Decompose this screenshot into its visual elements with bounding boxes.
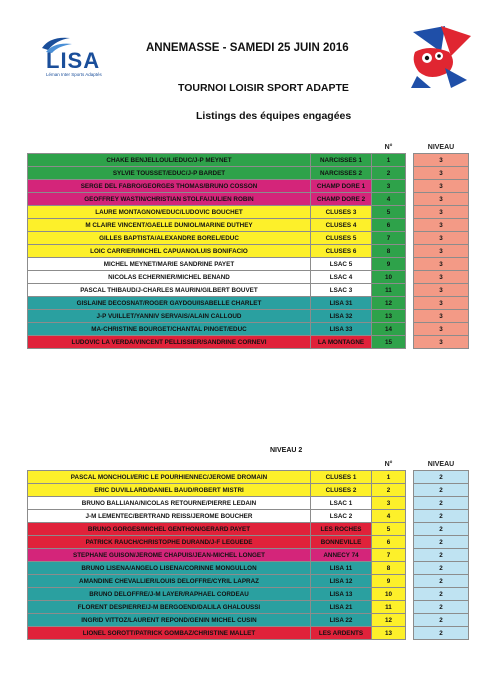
team-names-cell: BRUNO BALLIANA/NICOLAS RETOURNE/PIERRE LEDAIN [28,497,311,510]
table-row [28,193,469,206]
team-names-cell: MICHEL MEYNET/MARIE SANDRINE PAYET [28,258,311,271]
team-number-cell: 10 [372,588,406,601]
team-number-cell: 11 [372,284,406,297]
col-level-header: NIVEAU [427,461,455,468]
table-row [28,614,469,627]
table-row [28,271,469,284]
team-level-cell: 3 [414,219,469,232]
team-number-cell: 3 [372,497,406,510]
team-level-cell: 2 [414,484,469,497]
team-names-cell: LAURE MONTAGNON/EDUC/LUDOVIC BOUCHET [28,206,311,219]
team-number-cell: 13 [372,310,406,323]
table-row [28,180,469,193]
teams-table-level3 [27,142,469,349]
table-header-row [28,142,469,154]
team-number-cell: 12 [372,297,406,310]
lisa-logo [38,34,138,80]
col-level-header: NIVEAU [427,144,455,151]
team-level-cell: 2 [414,471,469,484]
team-names-cell: STEPHANE GUISON/JEROME CHAPUIS/JEAN-MICHEL LONGET [28,549,311,562]
team-number-cell: 9 [372,258,406,271]
club-cell: CLUSES 4 [311,219,372,232]
team-level-cell: 2 [414,562,469,575]
table-row [28,167,469,180]
table-row [28,588,469,601]
club-cell: BONNEVILLE [311,536,372,549]
team-names-cell: BRUNO GORGES/MICHEL GENTHON/GERARD PAYET [28,523,311,536]
club-cell: LSAC 1 [311,497,372,510]
table-row [28,523,469,536]
club-cell: ANNECY 74 [311,549,372,562]
table-row [28,310,469,323]
team-number-cell: 12 [372,614,406,627]
team-level-cell: 3 [414,180,469,193]
team-names-cell: LOIC CARRIER/MICHEL CAPUANO/LUIS BONIFACIO [28,245,311,258]
club-cell: CLUSES 6 [311,245,372,258]
club-cell: CLUSES 3 [311,206,372,219]
table-row [28,258,469,271]
table-row [28,284,469,297]
team-level-cell: 3 [414,258,469,271]
team-names-cell: MA-CHRISTINE BOURGET/CHANTAL PINGET/EDUC [28,323,311,336]
team-names-cell: NICOLAS ECHERNIER/MICHEL BENAND [28,271,311,284]
club-cell: LISA 31 [311,297,372,310]
team-names-cell: CHAKE BENJELLOUL/EDUC/J-P MEYNET [28,154,311,167]
team-names-cell: PASCAL THIBAUD/J-CHARLES MAURIN/GILBERT BOUVET [28,284,311,297]
club-cell: LISA 22 [311,614,372,627]
team-level-cell: 3 [414,167,469,180]
team-names-cell: SERGE DEL FABRO/GEORGES THOMAS/BRUNO COSSON [28,180,311,193]
page-title: TOURNOI LOISIR SPORT ADAPTE [178,82,349,94]
club-cell: LES ARDENTS [311,627,372,640]
team-number-cell: 15 [372,336,406,349]
club-cell: CLUSES 5 [311,232,372,245]
team-names-cell: LIONEL SOROTT/PATRICK GOMBAZ/CHRISTINE MALLET [28,627,311,640]
team-level-cell: 3 [414,271,469,284]
team-names-cell: PASCAL MONCHOLI/ERIC LE POURHIENNEC/JEROME DROMAIN [28,471,311,484]
team-names-cell: J-P VUILLET/YANNIV SERVAIS/ALAIN CALLOUD [28,310,311,323]
team-level-cell: 2 [414,614,469,627]
club-cell: LISA 21 [311,601,372,614]
team-level-cell: 3 [414,297,469,310]
team-number-cell: 5 [372,206,406,219]
table-row [28,232,469,245]
team-names-cell: M CLAIRE VINCENT/GAELLE DUNIOL/MARINE DUTHEY [28,219,311,232]
club-cell: LSAC 5 [311,258,372,271]
section-title-level2: NIVEAU 2 [270,447,303,454]
club-cell: LISA 13 [311,588,372,601]
table-row [28,206,469,219]
club-cell: CHAMP DORE 1 [311,180,372,193]
team-level-cell: 3 [414,154,469,167]
team-level-cell: 2 [414,523,469,536]
col-num-header: N° [384,144,393,151]
team-names-cell: GISLAINE DECOSNAT/ROGER GAYDOU/ISABELLE CHARLET [28,297,311,310]
team-names-cell: INGRID VITTOZ/LAURENT REPOND/GENIN MICHEL CUSIN [28,614,311,627]
team-level-cell: 2 [414,549,469,562]
club-cell: NARCISSES 2 [311,167,372,180]
club-cell: NARCISSES 1 [311,154,372,167]
team-number-cell: 8 [372,245,406,258]
logo-tagline: Léman Inter Sports Adaptés [46,72,102,77]
club-cell: CLUSES 1 [311,471,372,484]
table-header-row [28,459,469,471]
team-number-cell: 14 [372,323,406,336]
team-number-cell: 9 [372,575,406,588]
team-number-cell: 8 [372,562,406,575]
table-row [28,219,469,232]
team-level-cell: 3 [414,284,469,297]
col-num-header: N° [384,461,393,468]
team-names-cell: BRUNO DELOFFRE/J-M LAYER/RAPHAEL CORDEAU [28,588,311,601]
team-level-cell: 2 [414,497,469,510]
team-names-cell: SYLVIE TOUSSET/EDUC/J-P BARDET [28,167,311,180]
club-cell: LSAC 4 [311,271,372,284]
team-names-cell: GEOFFREY WASTIN/CHRISTIAN STOLFA/JULIEN ROBIN [28,193,311,206]
team-names-cell: LUDOVIC LA VERDA/VINCENT PELLISSIER/SANDRINE CORNEVI [28,336,311,349]
team-names-cell: BRUNO LISENA/ANGELO LISENA/CORINNE MONGULLON [28,562,311,575]
team-level-cell: 3 [414,336,469,349]
team-level-cell: 3 [414,206,469,219]
table-row [28,484,469,497]
club-cell: LISA 33 [311,323,372,336]
team-number-cell: 7 [372,232,406,245]
table-row [28,575,469,588]
club-cell: LISA 11 [311,562,372,575]
team-number-cell: 1 [372,471,406,484]
team-level-cell: 2 [414,601,469,614]
team-number-cell: 2 [372,167,406,180]
team-level-cell: 2 [414,588,469,601]
table-row [28,336,469,349]
team-number-cell: 6 [372,219,406,232]
club-cell: LES ROCHES [311,523,372,536]
team-number-cell: 1 [372,154,406,167]
team-number-cell: 7 [372,549,406,562]
team-level-cell: 3 [414,193,469,206]
table-row [28,549,469,562]
table-row [28,536,469,549]
team-number-cell: 2 [372,484,406,497]
table-row [28,497,469,510]
team-number-cell: 10 [372,271,406,284]
table-row [28,601,469,614]
logo-name: LISA [46,48,101,73]
team-number-cell: 13 [372,627,406,640]
team-names-cell: GILLES BAPTISTA/ALEXANDRE BOREL/EDUC [28,232,311,245]
team-names-cell: J-M LEMENTEC/BERTRAND REISS/JEROME BOUCHER [28,510,311,523]
table-row [28,627,469,640]
table-row [28,471,469,484]
team-level-cell: 2 [414,627,469,640]
team-number-cell: 11 [372,601,406,614]
team-names-cell: PATRICK RAUCH/CHRISTOPHE DURAND/J-F LEGUEDE [28,536,311,549]
table-row [28,297,469,310]
page-subtitle: Listings des équipes engagées [196,110,352,122]
table-row [28,562,469,575]
table-row [28,323,469,336]
club-cell: LISA 32 [311,310,372,323]
table-row [28,154,469,167]
table-row [28,245,469,258]
sport-adapte-emblem-icon [405,22,475,92]
team-number-cell: 4 [372,193,406,206]
team-number-cell: 4 [372,510,406,523]
team-level-cell: 2 [414,510,469,523]
club-cell: CHAMP DORE 2 [311,193,372,206]
team-number-cell: 6 [372,536,406,549]
club-cell: LA MONTAGNE [311,336,372,349]
event-line: ANNEMASSE - SAMEDI 25 JUIN 2016 [146,42,349,54]
team-number-cell: 5 [372,523,406,536]
club-cell: LSAC 3 [311,284,372,297]
team-level-cell: 3 [414,245,469,258]
teams-table-level2 [27,459,469,640]
team-level-cell: 2 [414,536,469,549]
team-names-cell: FLORENT DESPIERRE/J-M BERGOEND/DALILA GHALOUSSI [28,601,311,614]
club-cell: LSAC 2 [311,510,372,523]
team-level-cell: 3 [414,310,469,323]
team-names-cell: ERIC DUVILLARD/DANIEL BAUD/ROBERT MISTRI [28,484,311,497]
team-level-cell: 2 [414,575,469,588]
team-names-cell: AMANDINE CHEVALLIER/LOUIS DELOFFRE/CYRIL LAPRAZ [28,575,311,588]
team-number-cell: 3 [372,180,406,193]
team-level-cell: 3 [414,323,469,336]
table-row [28,510,469,523]
team-level-cell: 3 [414,232,469,245]
club-cell: LISA 12 [311,575,372,588]
club-cell: CLUSES 2 [311,484,372,497]
